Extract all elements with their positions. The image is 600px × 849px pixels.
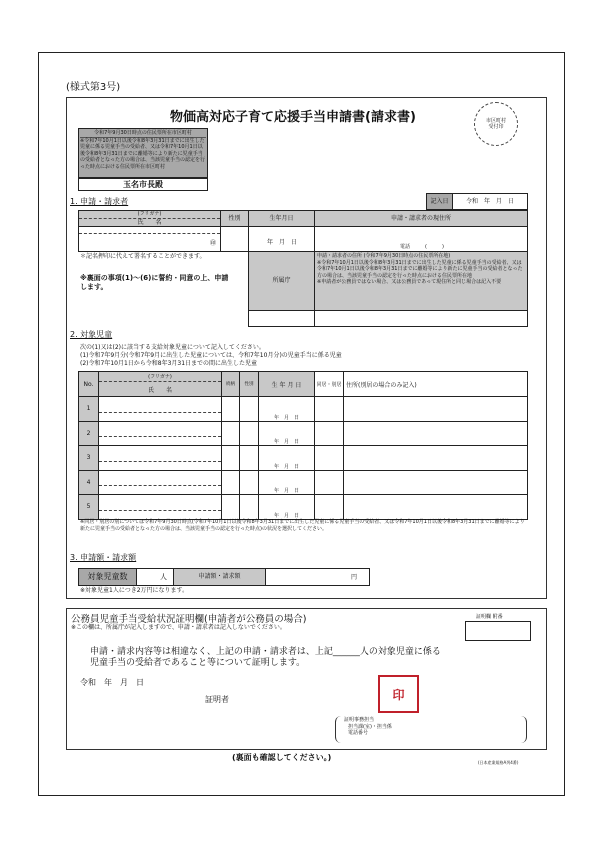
- child-row: [79, 446, 528, 471]
- child-gender-field[interactable]: [240, 495, 259, 520]
- affiliation-address-field[interactable]: [314, 310, 528, 327]
- row-number: 1: [79, 397, 99, 422]
- child-birth-field[interactable]: 年 月 日: [259, 397, 315, 422]
- child-address-field[interactable]: [344, 495, 528, 520]
- child-cohabit-field[interactable]: [315, 446, 344, 471]
- birth-header: 生年月日: [248, 210, 315, 227]
- child-name-header: [99, 372, 222, 397]
- certifier-label: 証明者: [205, 695, 229, 704]
- child-relation-field[interactable]: [222, 470, 240, 495]
- certification-note: ※この欄は、所属庁が記入しますので、申請・請求者は記入しないでください。: [71, 624, 286, 631]
- child-name-field[interactable]: [99, 470, 222, 495]
- children-count-label: 対象児童数: [78, 568, 137, 586]
- child-relation-field[interactable]: [222, 495, 240, 520]
- applicant-gender-field[interactable]: [220, 226, 249, 252]
- entry-date-label: 記入日: [426, 193, 453, 210]
- name-label: 氏 名: [137, 218, 162, 226]
- child-address-field[interactable]: [344, 470, 528, 495]
- back-note: (裏面も確認してください。): [232, 753, 332, 762]
- child-gender-field[interactable]: [240, 446, 259, 471]
- child-row: [79, 495, 528, 520]
- pledge-text: ※裏面の事項(1)〜(6)に誓約・同意の上、申請します。: [80, 274, 229, 291]
- gender-header-2: 性別: [240, 372, 259, 397]
- cohabit-note: ※同居・別居の別については令和7年9月30日時点(令和7年10月1日以後令和8年3月31日までに出生した児童に係る児童手当の受給者、又は令和7年10月1日以後令和8年3月31日までに離婚等により新たに児童手当の受給者となった方の場合は、当該児童手当の認定を行った時点)の状況を選択してください。: [80, 519, 525, 532]
- child-row: [79, 470, 528, 495]
- applicant-birth-field[interactable]: 年 月 日: [248, 226, 315, 252]
- seal-box: 印: [378, 675, 419, 713]
- certificate-number-label: 証明欄 附番: [476, 614, 503, 620]
- section2-item1: (1)令和7年9月分(令和7年9月に出生した児童については、令和7年10月分)の児童手当に係る児童: [80, 352, 342, 359]
- child-cohabit-field[interactable]: [315, 495, 344, 520]
- row-number: 2: [79, 421, 99, 446]
- child-address-header: 住所(別居の場合のみ記入): [344, 372, 528, 397]
- municipality-note: ※令和7年10月1日以後令和8年3月31日までに出生した児童に係る児童手当の受給者、又は令和7年10月1日以後令和8年3月31日までに離婚等により新たに児童手当の受給者となった方の場合は、当該児童手当の認定を行った時点における住民票所在市区町村: [80, 137, 206, 170]
- child-gender-field[interactable]: [240, 470, 259, 495]
- affiliation-label: 所属庁: [248, 251, 315, 311]
- section2-intro: 次の(1)又は(2)に該当する支給対象児童について記入してください。: [80, 344, 265, 351]
- child-name-field[interactable]: [99, 446, 222, 471]
- furigana-label: (フリガナ): [79, 211, 220, 219]
- affiliation-field[interactable]: [248, 310, 315, 327]
- seal-mark: ㊞: [209, 240, 216, 247]
- contact-2: 担当課(室)・担当係: [348, 723, 392, 730]
- certification-text-1: 申請・請求内容等は相違なく、上記の申請・請求者は、上記______人の対象児童に係る: [90, 647, 441, 657]
- children-table: [78, 371, 528, 520]
- entry-date-field[interactable]: 令和 年 月 日: [452, 193, 528, 210]
- applicant-name-field[interactable]: [78, 226, 221, 252]
- child-row: [79, 421, 528, 446]
- gender-header: 性別: [220, 210, 249, 227]
- certification-text-2: 児童手当の受給者であること等について証明します。: [90, 658, 306, 668]
- child-birth-field[interactable]: 年 月 日: [259, 421, 315, 446]
- form-number: (様式第3号): [66, 82, 121, 93]
- municipality-box: [78, 128, 208, 178]
- addressee: 玉名市長殿: [78, 178, 208, 191]
- address-header: 申請・請求者の現住所: [314, 210, 528, 227]
- amount-label: 申請額・請求額: [173, 568, 266, 586]
- certificate-number-field[interactable]: [465, 621, 531, 641]
- section2-heading: 2. 対象児童: [70, 330, 113, 339]
- child-cohabit-field[interactable]: [315, 421, 344, 446]
- name-header: [78, 210, 221, 227]
- row-number: 3: [79, 446, 99, 471]
- child-name-field[interactable]: [99, 397, 222, 422]
- children-count-field[interactable]: 人: [136, 568, 174, 586]
- child-gender-field[interactable]: [240, 421, 259, 446]
- child-birth-field[interactable]: 年 月 日: [259, 495, 315, 520]
- child-relation-field[interactable]: [222, 421, 240, 446]
- child-cohabit-field[interactable]: [315, 470, 344, 495]
- reception-stamp-circle: 市区町村 受付印: [474, 102, 518, 146]
- row-number: 5: [79, 495, 99, 520]
- section1-heading: 1. 申請・請求者: [70, 197, 129, 206]
- contact-3: 電話番号: [348, 730, 369, 736]
- child-gender-field[interactable]: [240, 397, 259, 422]
- child-address-field[interactable]: [344, 397, 528, 422]
- child-name-field[interactable]: [99, 421, 222, 446]
- child-furigana-label: (フリガナ): [99, 374, 221, 382]
- cohabit-header: 同居・別居: [315, 372, 344, 397]
- amount-note: ※対象児童1人につき2万円になります。: [80, 587, 189, 594]
- child-relation-field[interactable]: [222, 397, 240, 422]
- signature-note: ＊記名押印に代えて署名することができます。: [80, 253, 206, 260]
- contact-1: 証明事務担当: [344, 717, 375, 723]
- child-address-field[interactable]: [344, 446, 528, 471]
- child-name-label: 氏 名: [147, 386, 172, 394]
- paper-size-note: (日本産業規格A列4番): [478, 760, 519, 765]
- child-name-field[interactable]: [99, 495, 222, 520]
- child-birth-header: 生 年 月 日: [259, 372, 315, 397]
- child-birth-field[interactable]: 年 月 日: [259, 470, 315, 495]
- section2-item2: (2)令和7年10月1日から令和8年3月31日までの間に出生した児童: [80, 360, 258, 367]
- no-header: No.: [79, 372, 99, 397]
- child-address-field[interactable]: [344, 421, 528, 446]
- amount-field[interactable]: 円: [265, 568, 370, 586]
- affiliation-note: 申請・請求者の住所 (令和7年9月30日時点の住民票所在地) ※令和7年10月1日以後令和8年3月31日までに出生した児童に係る児童手当の受給者、又は令和7年10月1日以後令和8年3月31日までに離婚等により新たに児童手当の受給者となった方の場合は、当該児童手当の認定を行った時点における住民票所在地 ※申請者が公務員ではない場合、又は公務員であって現住所と同じ場合は記入不要: [314, 251, 528, 311]
- phone-label: 電話 ( ): [400, 244, 444, 250]
- child-cohabit-field[interactable]: [315, 397, 344, 422]
- certification-heading: 公務員児童手当受給状況証明欄(申請者が公務員の場合): [71, 614, 307, 625]
- certification-date: 令和 年 月 日: [80, 678, 144, 687]
- page-title: 物価高対応子育て応援手当申請書(請求書): [170, 110, 416, 125]
- applicant-address-field[interactable]: [314, 226, 528, 252]
- row-number: 4: [79, 470, 99, 495]
- municipality-heading: 令和7年9月30日時点の住民票所在市区町村: [80, 130, 206, 138]
- section3-heading: 3. 申請額・請求額: [70, 553, 137, 562]
- relation-header: 続柄: [222, 372, 240, 397]
- child-birth-field[interactable]: 年 月 日: [259, 446, 315, 471]
- child-relation-field[interactable]: [222, 446, 240, 471]
- contact-info: [335, 716, 527, 743]
- child-row: [79, 397, 528, 422]
